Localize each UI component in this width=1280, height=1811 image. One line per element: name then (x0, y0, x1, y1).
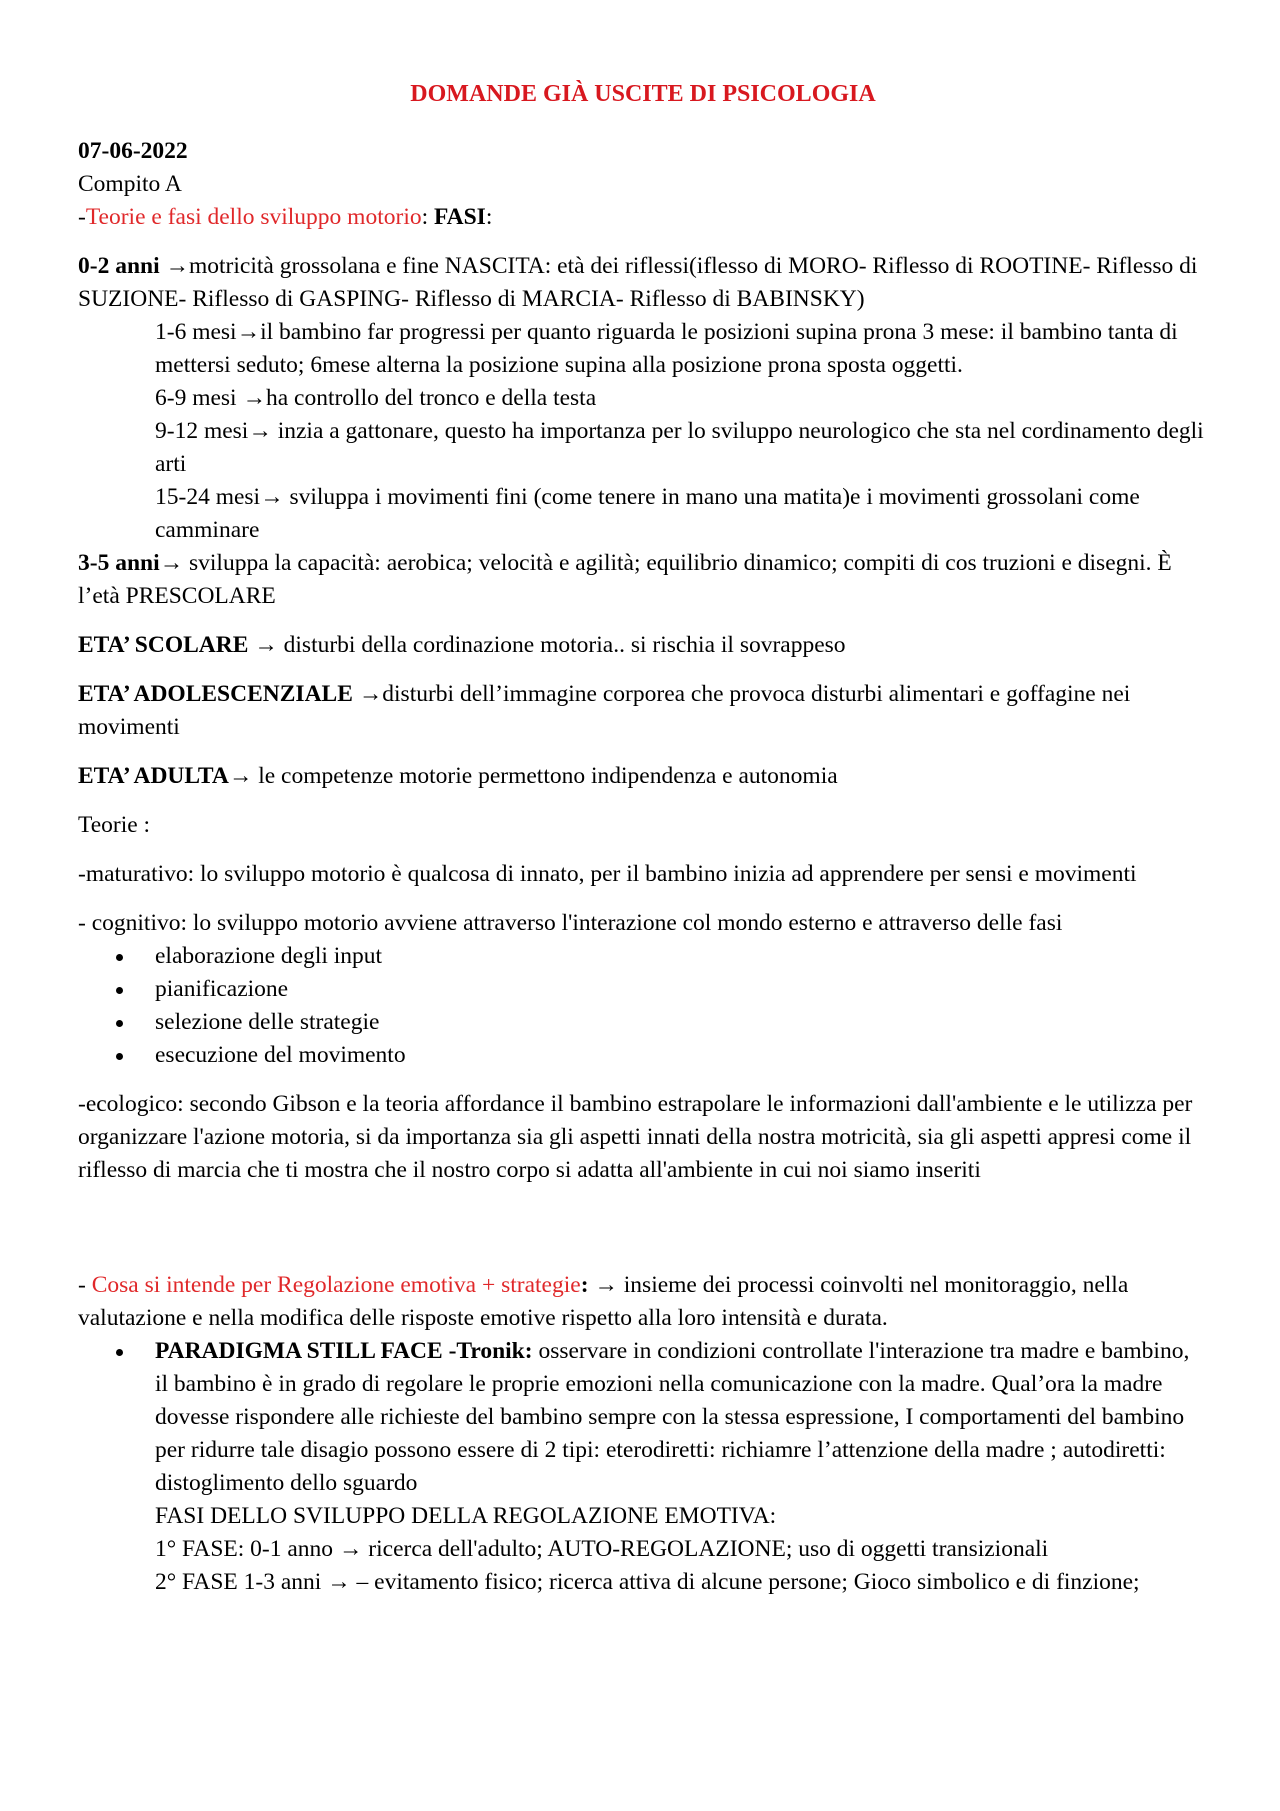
teoria-maturativo: -maturativo: lo sviluppo motorio è qualcosa di innato, per il bambino inizia ad apprendere per sensi e movimenti (78, 861, 1137, 887)
phase-scolare (78, 629, 1208, 662)
still-face-label: PARADIGMA STILL FACE -Tronik: (155, 1338, 533, 1364)
q1-colon: : (421, 204, 435, 230)
sub-phase-9-12: 9-12 mesi→ inzia a gattonare, questo ha importanza per lo sviluppo neurologico che sta nel cordinamento degli arti (155, 418, 1204, 477)
phase-adolescenziale-label: ETA’ ADOLESCENZIALE (78, 681, 353, 707)
teoria-cognitivo: - cognitivo: lo sviluppo motorio avviene attraverso l'interazione col mondo esterno e attraverso delle fasi (78, 910, 1063, 936)
exam-date: 07-06-2022 (78, 138, 188, 164)
list-item: pianificazione (78, 973, 1208, 1006)
q1-fasi: FASI (434, 204, 486, 230)
question-2 (78, 1269, 1208, 1335)
still-face-list (78, 1335, 1208, 1599)
document-content (78, 78, 1208, 1599)
q1-dash: - (78, 204, 86, 230)
fase-1: 1° FASE: 0-1 anno → ricerca dell'adulto; AUTO-REGOLAZIONE; uso di oggetti transizionali (155, 1536, 1049, 1562)
phase-adolescenziale (78, 678, 1208, 744)
q2-label: Cosa si intende per Regolazione emotiva + strategie (91, 1272, 581, 1298)
sub-phase-15-24: 15-24 mesi→ sviluppa i movimenti fini (come tenere in mano una matita)e i movimenti grossolani come camminare (155, 484, 1140, 543)
phase-3-5 (78, 547, 1208, 613)
spacer (78, 1187, 1208, 1269)
phase-adulta-label: ETA’ ADULTA (78, 763, 229, 789)
phase-3-5-label: 3-5 anni (78, 550, 160, 576)
list-item: esecuzione del movimento (78, 1039, 1208, 1072)
teoria-ecologico: -ecologico: secondo Gibson e la teoria affordance il bambino estrapolare le informazioni dall'ambiente e le utilizza per organizzare l'azione motoria, si da importanza sia gli aspetti innati della nostra motricità, sia gli aspetti appresi come il riflesso di marcia che ti mostra che il nostro corpo si adatta all'ambiente in cui noi siamo inseriti (78, 1091, 1193, 1183)
document-title: DOMANDE GIÀ USCITE DI PSICOLOGIA (410, 81, 876, 107)
list-item (78, 1335, 1208, 1599)
teorie-heading: Teorie : (78, 812, 151, 838)
q1-fasi-colon: : (485, 204, 493, 230)
phase-0-2-label: 0-2 anni (78, 253, 160, 279)
compito-label: Compito A (78, 171, 182, 197)
phase-0-2 (78, 250, 1208, 316)
phase-scolare-text: → disturbi della cordinazione motoria.. si rischia il sovrappeso (248, 632, 846, 658)
question-1 (78, 201, 1208, 234)
q2-colon: : (580, 1272, 589, 1298)
sub-phase-6-9: 6-9 mesi →ha controllo del tronco e della testa (155, 385, 597, 411)
sub-phase-1-6: 1-6 mesi→il bambino far progressi per quanto riguarda le posizioni supina prona 3 mese: il bambino tanta di mettersi seduto; 6mese alterna la posizione supina alla posizione prona sposta oggetti. (155, 319, 1178, 378)
phase-0-2-text: →motricità grossolana e fine NASCITA: età dei riflessi(iflesso di MORO- Riflesso di ROOTINE- Riflesso di SUZIONE- Riflesso di GASPING- Riflesso di MARCIA- Riflesso di BABINSKY) (78, 253, 1198, 312)
list-item: elaborazione degli input (78, 940, 1208, 973)
phase-adolescenziale-text: →disturbi dell’immagine corporea che provoca disturbi alimentari e goffagine nei movimenti (78, 681, 1131, 740)
cognitivo-list (78, 940, 1208, 1072)
phase-scolare-label: ETA’ SCOLARE (78, 632, 249, 658)
fasi-regolazione-heading: FASI DELLO SVILUPPO DELLA REGOLAZIONE EMOTIVA: (155, 1503, 777, 1529)
phase-adulta-text: → le competenze motorie permettono indipendenza e autonomia (228, 763, 838, 789)
q1-label: Teorie e fasi dello sviluppo motorio (85, 204, 422, 230)
q2-text: → insieme dei processi coinvolti nel monitoraggio, nella valutazione e nella modifica delle risposte emotive rispetto alla loro intensità e durata. (78, 1272, 1129, 1331)
q2-dash: - (78, 1272, 92, 1298)
list-item: selezione delle strategie (78, 1006, 1208, 1039)
phase-adulta (78, 760, 1208, 793)
fase-2: 2° FASE 1-3 anni → – evitamento fisico; ricerca attiva di alcune persone; Gioco simbolico e di finzione; (155, 1569, 1140, 1595)
phase-3-5-text: → sviluppa la capacità: aerobica; velocità e agilità; equilibrio dinamico; compiti di cos truzioni e disegni. È l’età PRESCOLARE (78, 550, 1172, 609)
still-face-text: osservare in condizioni controllate l'interazione tra madre e bambino, il bambino è in grado di regolare le proprie emozioni nella comunicazione con la madre. Qual’ora la madre dovesse rispondere alle richieste del bambino sempre con la stessa espressione, I comportamenti del bambino per ridurre tale disagio possono essere di 2 tipi: eterodiretti: richiamre l’attenzione della madre ; autodiretti: distoglimento dello sguardo (155, 1338, 1190, 1496)
